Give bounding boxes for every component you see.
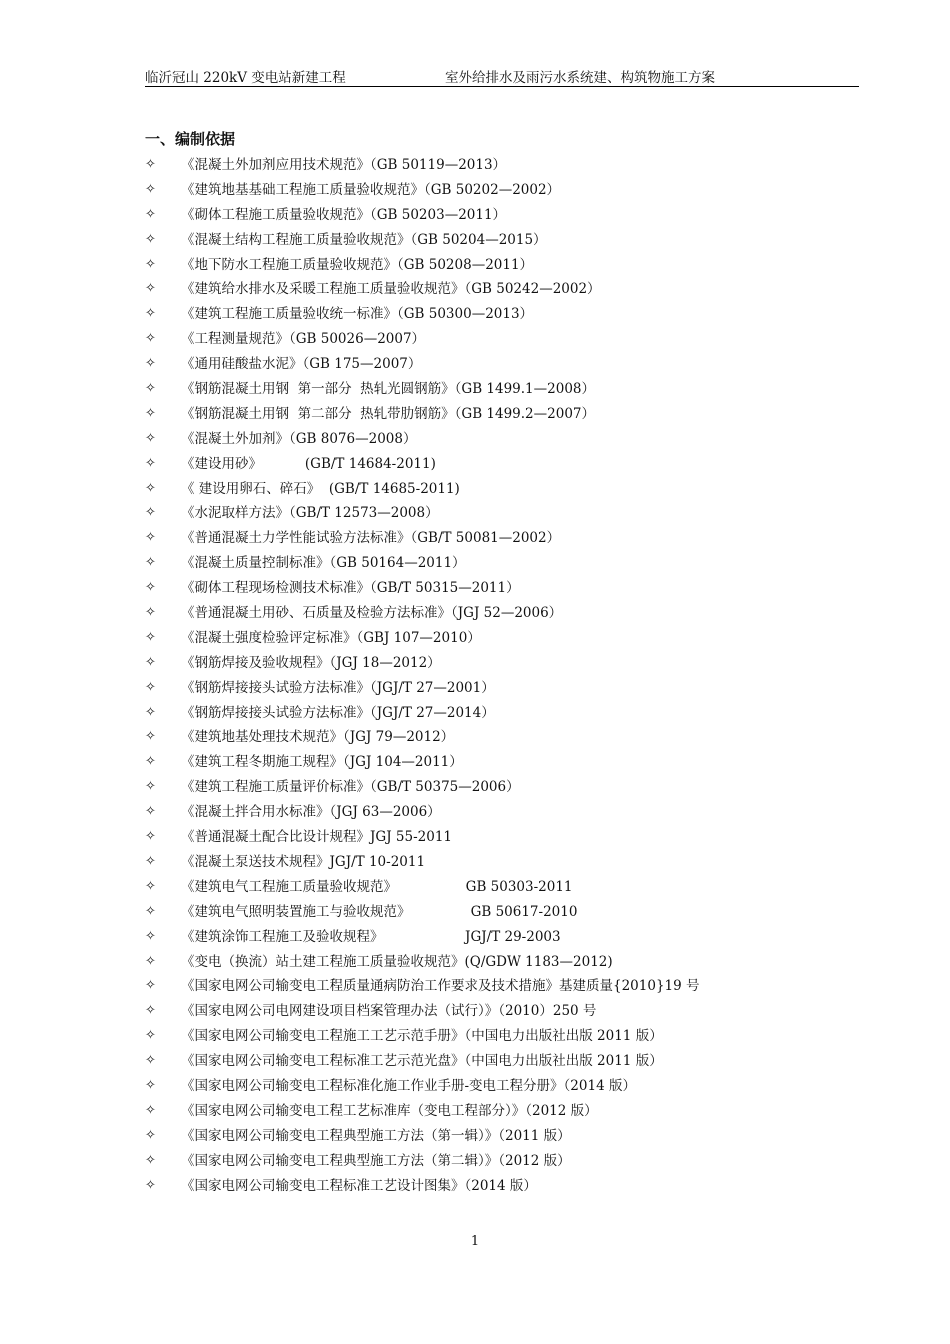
diamond-bullet-icon: ✧ xyxy=(145,505,156,521)
reference-text: 《国家电网公司输变电工程典型施工方法（第一辑）》（2011 版） xyxy=(181,1127,571,1144)
reference-text: 《变电（换流）站土建工程施工质量验收规范》(Q/GDW 1183—2012) xyxy=(181,953,613,970)
reference-text: 《建筑工程冬期施工规程》（JGJ 104—2011） xyxy=(181,754,463,771)
diamond-bullet-icon: ✧ xyxy=(145,555,156,571)
reference-text: 《国家电网公司输变电工程质量通病防治工作要求及技术措施》基建质量{2010}19 号 xyxy=(181,978,700,995)
list-item xyxy=(145,1074,859,1099)
diamond-bullet-icon: ✧ xyxy=(145,804,156,820)
reference-text: 《混凝土外加剂应用技术规范》（GB 50119—2013） xyxy=(181,157,507,173)
diamond-bullet-icon: ✧ xyxy=(145,629,156,645)
list-item xyxy=(145,427,859,452)
diamond-bullet-icon: ✧ xyxy=(145,1028,156,1044)
diamond-bullet-icon: ✧ xyxy=(145,381,156,397)
diamond-bullet-icon: ✧ xyxy=(145,256,156,272)
reference-text: 《地下防水工程施工质量验收规范》（GB 50208—2011） xyxy=(181,256,534,273)
list-item xyxy=(145,402,859,427)
diamond-bullet-icon: ✧ xyxy=(145,829,156,845)
reference-text: 《国家电网公司输变电工程标准工艺示范光盘》（中国电力出版社出版 2011 版） xyxy=(181,1053,663,1070)
list-item xyxy=(145,701,859,726)
reference-text: 《建设用砂》 (GB/T 14684-2011) xyxy=(181,455,436,472)
reference-text: 《混凝土质量控制标准》（GB 50164—2011） xyxy=(181,555,466,572)
reference-text: 《建筑工程施工质量验收统一标准》（GB 50300—2013） xyxy=(181,306,534,323)
list-item xyxy=(145,1124,859,1149)
reference-text: 《钢筋焊接接头试验方法标准》（JGJ/T 27—2001） xyxy=(181,679,495,696)
list-item xyxy=(145,203,859,228)
list-item xyxy=(145,999,859,1024)
list-item xyxy=(145,725,859,750)
list-item xyxy=(145,900,859,925)
header-project-title: 临沂冠山 220kV 变电站新建工程 xyxy=(145,70,346,86)
list-item xyxy=(145,526,859,551)
list-item xyxy=(145,651,859,676)
diamond-bullet-icon: ✧ xyxy=(145,157,156,172)
reference-text: 《 建设用卵石、碎石》 (GB/T 14685-2011) xyxy=(181,480,460,497)
header-document-title: 室外给排水及雨污水系统建、构筑物施工方案 xyxy=(445,70,715,86)
list-item xyxy=(145,352,859,377)
diamond-bullet-icon: ✧ xyxy=(145,605,156,621)
diamond-bullet-icon: ✧ xyxy=(145,480,156,496)
list-item xyxy=(145,1049,859,1074)
list-item xyxy=(145,377,859,402)
diamond-bullet-icon: ✧ xyxy=(145,729,156,745)
list-item xyxy=(145,178,859,203)
list-item xyxy=(145,925,859,950)
reference-text: 《钢筋焊接及验收规程》（JGJ 18—2012） xyxy=(181,654,441,671)
list-item xyxy=(145,551,859,576)
list-item xyxy=(145,626,859,651)
list-item xyxy=(145,501,859,526)
diamond-bullet-icon: ✧ xyxy=(145,455,156,471)
list-item xyxy=(145,1174,859,1199)
diamond-bullet-icon: ✧ xyxy=(145,356,156,372)
diamond-bullet-icon: ✧ xyxy=(145,331,156,347)
diamond-bullet-icon: ✧ xyxy=(145,978,156,994)
reference-text: 《国家电网公司输变电工程工艺标准库（变电工程部分）》（2012 版） xyxy=(181,1102,598,1119)
reference-text: 《建筑电气照明装置施工与验收规范》 GB 50617-2010 xyxy=(181,903,578,920)
diamond-bullet-icon: ✧ xyxy=(145,1003,156,1019)
reference-text: 《国家电网公司电网建设项目档案管理办法（试行）》（2010）250 号 xyxy=(181,1003,597,1020)
page-header xyxy=(145,66,859,87)
list-item xyxy=(145,950,859,975)
reference-text: 《通用硅酸盐水泥》（GB 175—2007） xyxy=(181,356,422,373)
list-item xyxy=(145,825,859,850)
diamond-bullet-icon: ✧ xyxy=(145,1152,156,1168)
reference-text: 《普通混凝土力学性能试验方法标准》（GB/T 50081—2002） xyxy=(181,530,561,547)
reference-text: 《钢筋混凝土用钢 第一部分 热轧光圆钢筋》（GB 1499.1—2008） xyxy=(181,381,596,398)
diamond-bullet-icon: ✧ xyxy=(145,530,156,546)
reference-text: 《砌体工程施工质量验收规范》（GB 50203—2011） xyxy=(181,206,507,223)
diamond-bullet-icon: ✧ xyxy=(145,853,156,869)
diamond-bullet-icon: ✧ xyxy=(145,306,156,322)
diamond-bullet-icon: ✧ xyxy=(145,779,156,795)
diamond-bullet-icon: ✧ xyxy=(145,878,156,894)
diamond-bullet-icon: ✧ xyxy=(145,1127,156,1143)
diamond-bullet-icon: ✧ xyxy=(145,281,156,297)
diamond-bullet-icon: ✧ xyxy=(145,953,156,969)
list-item xyxy=(145,452,859,477)
section-title: 一、编制依据 xyxy=(145,130,236,148)
diamond-bullet-icon: ✧ xyxy=(145,181,156,197)
reference-text: 《国家电网公司输变电工程标准工艺设计图集》（2014 版） xyxy=(181,1177,537,1194)
reference-text: 《混凝土外加剂》（GB 8076—2008） xyxy=(181,430,417,447)
reference-text: 《国家电网公司输变电工程标准化施工作业手册-变电工程分册》（2014 版） xyxy=(181,1077,636,1094)
list-item xyxy=(145,850,859,875)
list-item xyxy=(145,974,859,999)
reference-text: 《建筑电气工程施工质量验收规范》 GB 50303-2011 xyxy=(181,878,573,895)
diamond-bullet-icon: ✧ xyxy=(145,206,156,222)
reference-text: 《钢筋焊接接头试验方法标准》（JGJ/T 27—2014） xyxy=(181,704,495,721)
diamond-bullet-icon: ✧ xyxy=(145,405,156,421)
diamond-bullet-icon: ✧ xyxy=(145,430,156,446)
list-item xyxy=(145,477,859,502)
diamond-bullet-icon: ✧ xyxy=(145,231,156,247)
reference-text: 《建筑给水排水及采暖工程施工质量验收规范》（GB 50242—2002） xyxy=(181,281,601,298)
list-item xyxy=(145,750,859,775)
reference-text: 《建筑工程施工质量评价标准》（GB/T 50375—2006） xyxy=(181,779,520,796)
reference-text: 《建筑地基处理技术规范》（JGJ 79—2012） xyxy=(181,729,455,746)
reference-list xyxy=(145,153,859,1198)
list-item xyxy=(145,277,859,302)
diamond-bullet-icon: ✧ xyxy=(145,1077,156,1093)
reference-text: 《混凝土结构工程施工质量验收规范》（GB 50204—2015） xyxy=(181,231,547,248)
list-item xyxy=(145,875,859,900)
list-item xyxy=(145,775,859,800)
reference-text: 《混凝土强度检验评定标准》（GBJ 107—2010） xyxy=(181,629,481,646)
reference-text: 《砌体工程现场检测技术标准》（GB/T 50315—2011） xyxy=(181,580,520,597)
page-number: 1 xyxy=(470,1234,480,1249)
reference-text: 《混凝土拌合用水标准》（JGJ 63—2006） xyxy=(181,804,441,821)
reference-text: 《混凝土泵送技术规程》JGJ/T 10-2011 xyxy=(181,853,426,870)
reference-text: 《普通混凝土配合比设计规程》JGJ 55-2011 xyxy=(181,829,452,846)
list-item xyxy=(145,153,859,178)
diamond-bullet-icon: ✧ xyxy=(145,1053,156,1069)
diamond-bullet-icon: ✧ xyxy=(145,704,156,720)
reference-text: 《建筑涂饰工程施工及验收规程》 JGJ/T 29-2003 xyxy=(181,928,561,945)
list-item xyxy=(145,1099,859,1124)
list-item xyxy=(145,302,859,327)
reference-text: 《普通混凝土用砂、石质量及检验方法标准》（JGJ 52—2006） xyxy=(181,605,563,622)
diamond-bullet-icon: ✧ xyxy=(145,654,156,670)
list-item xyxy=(145,576,859,601)
diamond-bullet-icon: ✧ xyxy=(145,580,156,596)
reference-text: 《钢筋混凝土用钢 第二部分 热轧带肋钢筋》（GB 1499.2—2007） xyxy=(181,405,596,422)
list-item xyxy=(145,228,859,253)
diamond-bullet-icon: ✧ xyxy=(145,1102,156,1118)
list-item xyxy=(145,327,859,352)
list-item xyxy=(145,1024,859,1049)
reference-text: 《水泥取样方法》（GB/T 12573—2008） xyxy=(181,505,439,522)
list-item xyxy=(145,800,859,825)
list-item xyxy=(145,1149,859,1174)
reference-text: 《国家电网公司输变电工程典型施工方法（第二辑）》（2012 版） xyxy=(181,1152,571,1169)
reference-text: 《工程测量规范》（GB 50026—2007） xyxy=(181,331,426,348)
list-item xyxy=(145,253,859,278)
diamond-bullet-icon: ✧ xyxy=(145,679,156,695)
list-item xyxy=(145,676,859,701)
reference-text: 《建筑地基基础工程施工质量验收规范》（GB 50202—2002） xyxy=(181,181,561,198)
diamond-bullet-icon: ✧ xyxy=(145,1177,156,1193)
diamond-bullet-icon: ✧ xyxy=(145,754,156,770)
list-item xyxy=(145,601,859,626)
reference-text: 《国家电网公司输变电工程施工工艺示范手册》（中国电力出版社出版 2011 版） xyxy=(181,1028,663,1045)
diamond-bullet-icon: ✧ xyxy=(145,928,156,944)
diamond-bullet-icon: ✧ xyxy=(145,903,156,919)
